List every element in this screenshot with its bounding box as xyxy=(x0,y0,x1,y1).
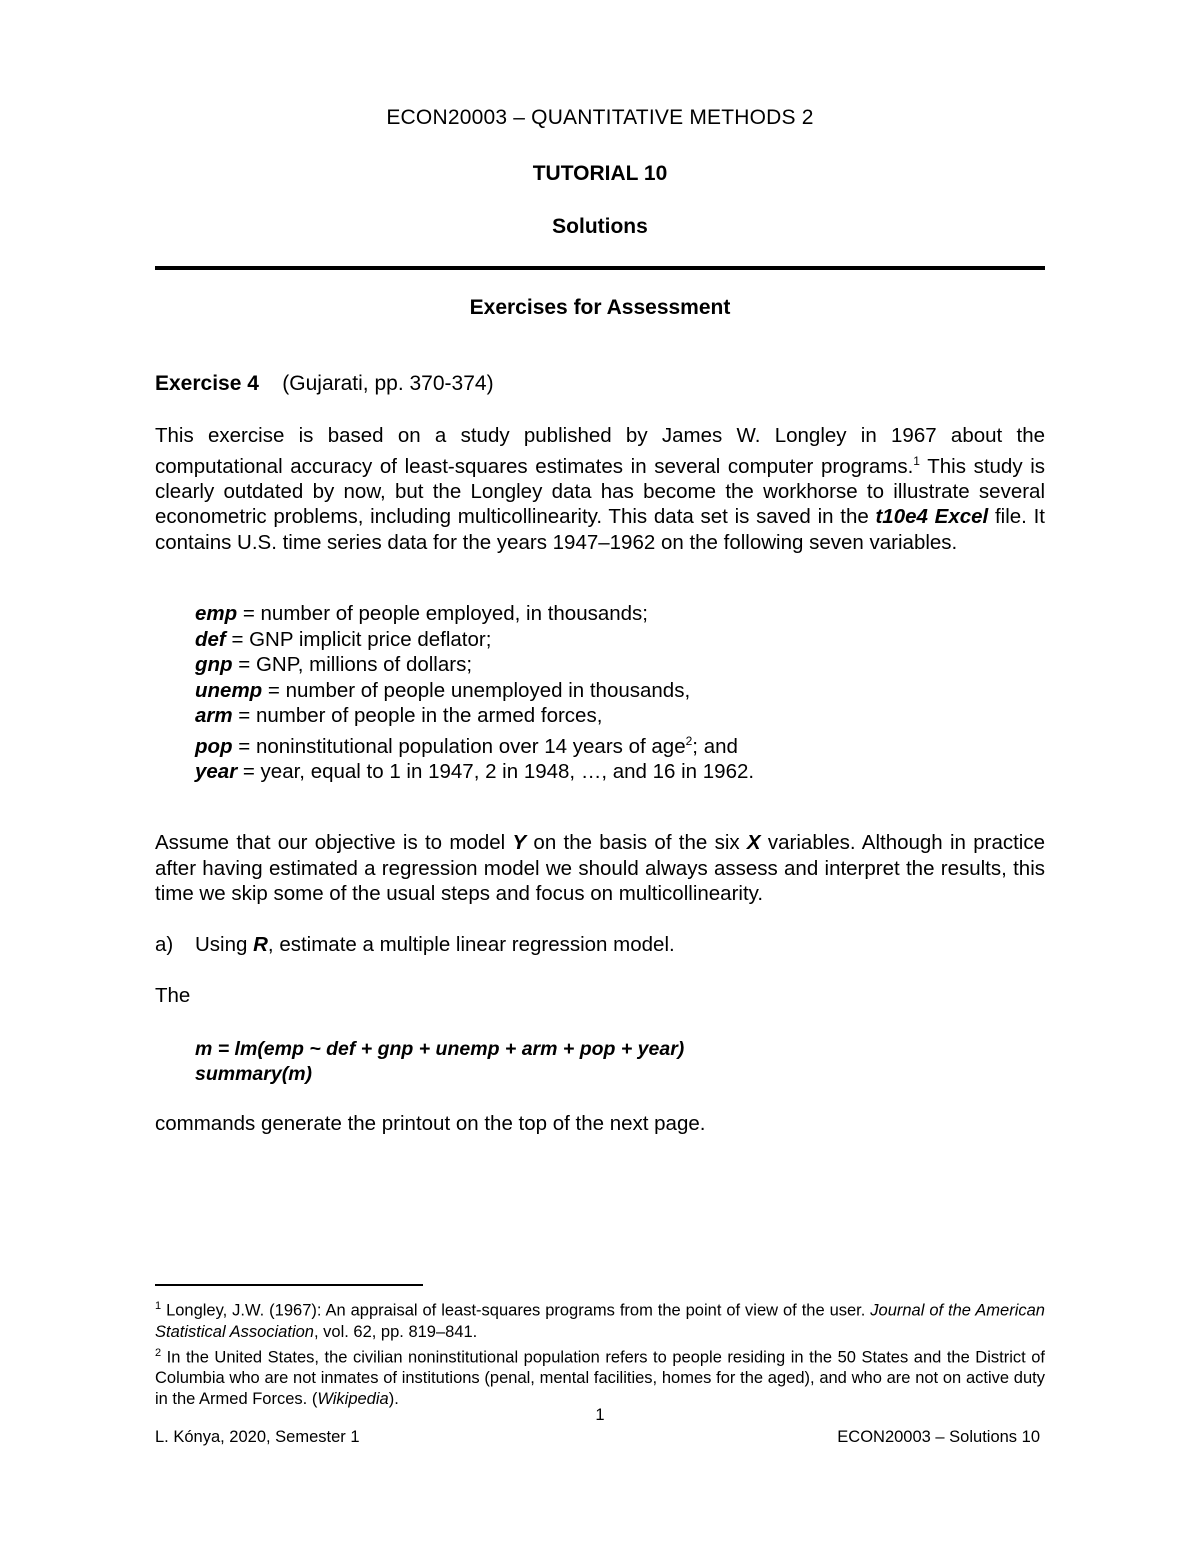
page-number: 1 xyxy=(595,1406,605,1424)
code-line: summary(m) xyxy=(195,1063,313,1085)
footnote-mark: 1 xyxy=(155,1300,162,1312)
variable-name: arm xyxy=(195,704,233,727)
variable-name: year xyxy=(195,759,238,783)
variable-item xyxy=(195,759,754,785)
intro-text-2: This study is clearly outdated by now, but the Longley data has become the workhorse to illustrate several econometric problems, including multicollinearity. This data set is saved in the xyxy=(155,454,1046,529)
question-text-1: Using xyxy=(195,933,254,956)
objective-text-3: variables. Although in practice after having estimated a regression model we should always assess and interpret the results, this time we skip some of the usual steps and focus on multicollinearity. xyxy=(155,831,1045,905)
footnote-ref-1: 1 xyxy=(913,453,920,468)
footnote-ref-2: 2 xyxy=(685,733,693,748)
footnote-tail: , vol. 62, pp. 819–841. xyxy=(313,1322,478,1341)
footnote-mark: 2 xyxy=(155,1346,162,1359)
source-name: Wikipedia xyxy=(317,1390,389,1408)
tutorial-title: TUTORIAL 10 xyxy=(532,162,668,185)
intro-paragraph xyxy=(155,423,1045,555)
x-variable: X xyxy=(746,831,761,854)
footnotes xyxy=(155,1296,1045,1410)
r-software: R xyxy=(253,933,268,956)
footnote-text: In the United States, the civilian noninstitutional population refers to people residing in the 50 States and the District of Columbia who are not inmates of institutions (penal, mental facilities, homes for the aged), and who are not on active duty in the Armed Forces. ( xyxy=(155,1348,1045,1408)
footer-course: ECON20003 – Solutions 10 xyxy=(837,1428,1040,1446)
variable-name: def xyxy=(195,627,226,651)
footnote-2 xyxy=(155,1343,1045,1411)
variable-desc: = year, equal to 1 in 1947, 2 in 1948, …, and 16 in 1962. xyxy=(237,759,755,783)
footer-author: L. Kónya, 2020, Semester 1 xyxy=(155,1428,360,1446)
variable-item xyxy=(195,601,754,627)
variable-desc: = number of people unemployed in thousands, xyxy=(262,678,691,702)
excel-label: Excel xyxy=(934,505,989,529)
question-label: a) xyxy=(155,933,174,956)
journal-name: Journal of the American Statistical Association xyxy=(155,1301,1045,1341)
footnote-divider xyxy=(155,1284,423,1286)
footnote-text: Longley, J.W. (1967): An appraisal of least-squares programs from the point of view of the user. xyxy=(161,1301,871,1320)
intro-text-3: file. It contains U.S. time series data for the years 1947–1962 on the following seven variables. xyxy=(155,505,1045,554)
variable-name: gnp xyxy=(195,653,233,676)
variable-desc: = number of people employed, in thousands; xyxy=(237,602,648,625)
exercise-reference: (Gujarati, pp. 370-374) xyxy=(282,372,494,395)
y-variable: Y xyxy=(512,831,527,854)
variable-desc: = number of people in the armed forces, xyxy=(232,704,603,727)
variable-desc: = noninstitutional population over 14 years of age xyxy=(232,734,686,758)
variable-name: pop xyxy=(195,734,233,758)
footnote-tail: ). xyxy=(388,1390,399,1408)
commands-text: commands generate the printout on the top of the next page. xyxy=(155,1112,706,1135)
footnote-1 xyxy=(155,1296,1045,1343)
file-name: t10e4 xyxy=(875,505,928,529)
objective-paragraph xyxy=(155,830,1045,907)
variable-item xyxy=(195,678,754,704)
course-title: ECON20003 – QUANTITATIVE METHODS 2 xyxy=(386,106,814,129)
code-line: m = lm(emp ~ def + gnp + unemp + arm + pop + year) xyxy=(195,1038,685,1060)
objective-text-2: on the basis of the six xyxy=(526,831,747,854)
variable-desc-tail: ; and xyxy=(692,734,738,758)
intro-space xyxy=(928,505,935,528)
intro-text-1: This exercise is based on a study published by James W. Longley in 1967 about the computational accuracy of least-squares estimates in several computer programs. xyxy=(155,424,1045,478)
r-code-block xyxy=(195,1037,684,1087)
exercise-label: Exercise 4 xyxy=(155,372,259,395)
variable-name: emp xyxy=(195,602,238,625)
question-a xyxy=(155,933,675,957)
subtitle: Solutions xyxy=(552,215,648,238)
question-text-2: , estimate a multiple linear regression model. xyxy=(267,933,675,956)
header-divider xyxy=(155,266,1045,270)
variable-item xyxy=(195,729,754,759)
variable-desc: = GNP implicit price deflator; xyxy=(225,627,492,651)
variable-desc: = GNP, millions of dollars; xyxy=(232,653,473,676)
variable-item xyxy=(195,627,754,653)
the-text: The xyxy=(155,984,191,1007)
section-title: Exercises for Assessment xyxy=(469,296,731,319)
variable-list xyxy=(195,601,754,784)
variable-item xyxy=(195,703,754,729)
objective-text-1: Assume that our objective is to model xyxy=(155,831,513,854)
variable-name: unemp xyxy=(195,678,263,702)
variable-item xyxy=(195,652,754,678)
exercise-heading xyxy=(155,372,494,396)
